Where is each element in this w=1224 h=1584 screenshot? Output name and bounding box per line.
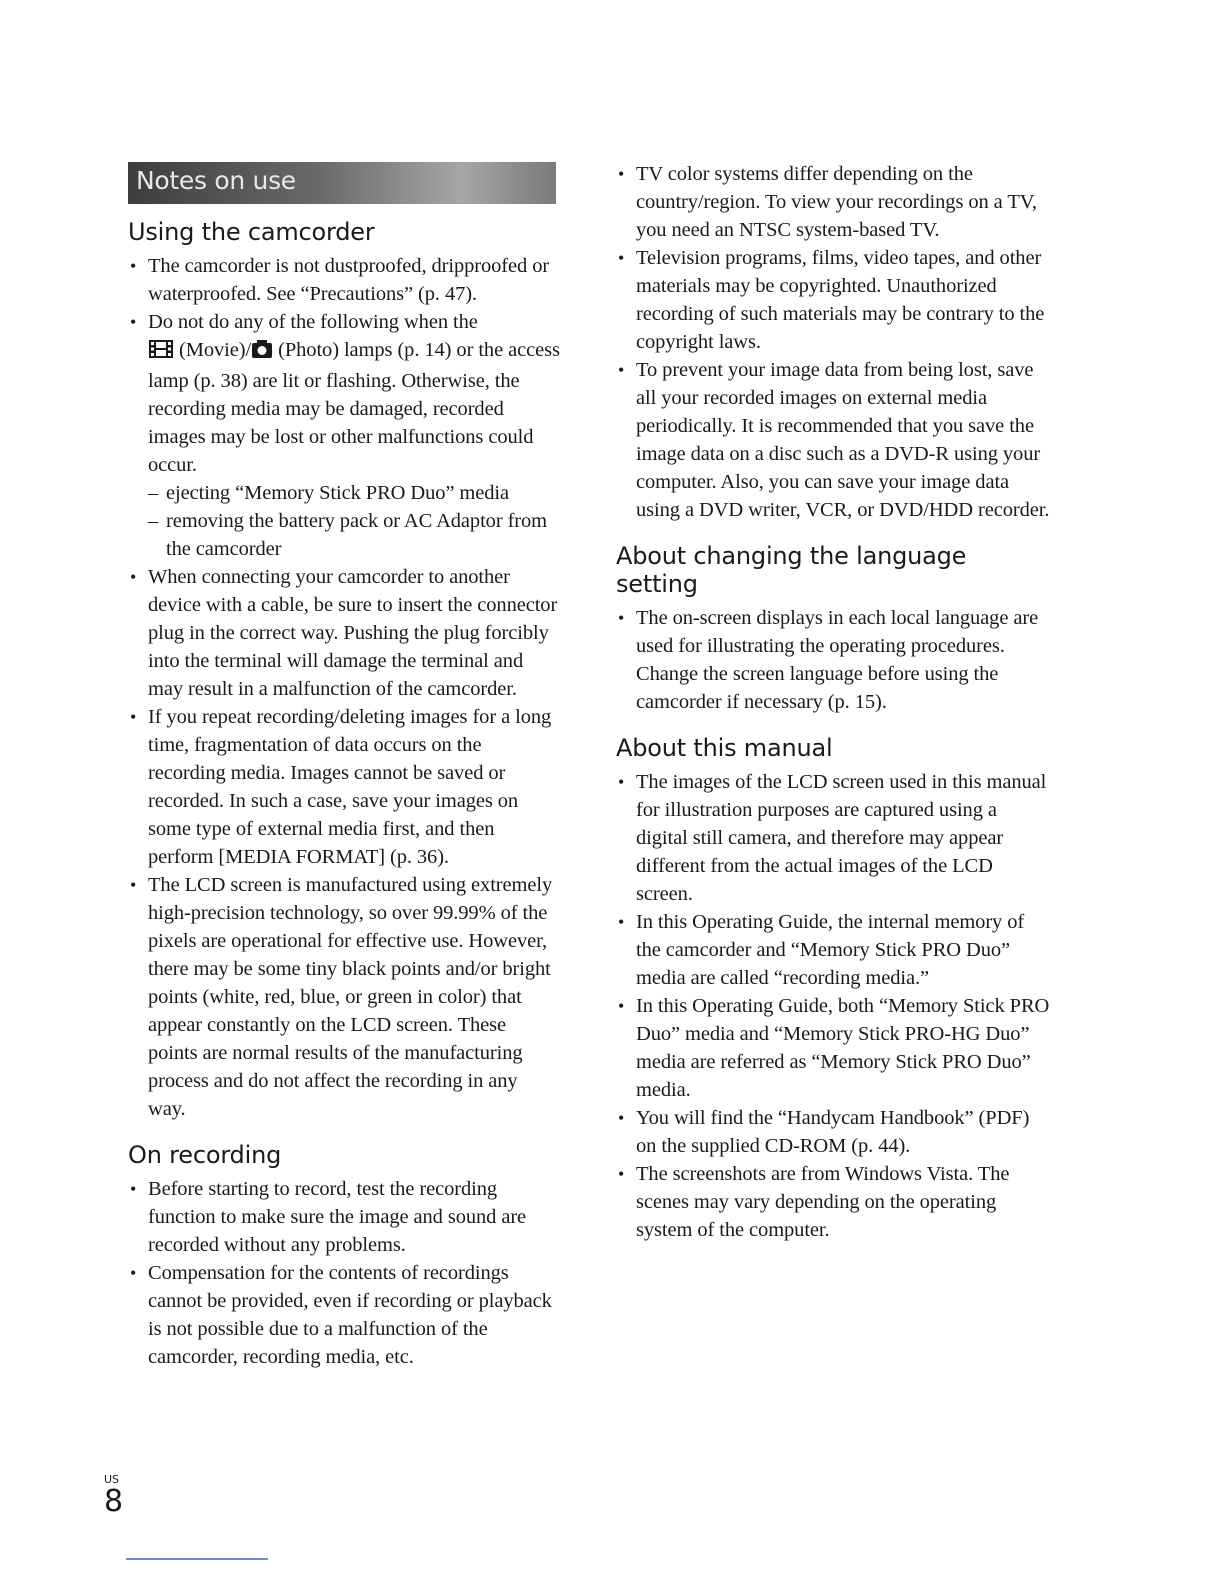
sub-item: – removing the battery pack or AC Adaptor from the camcorder xyxy=(148,507,560,563)
sub-list xyxy=(148,479,560,563)
list-item-text: Do not do any of the following when the xyxy=(148,311,478,333)
region-label: US xyxy=(104,1473,120,1486)
footer-rule xyxy=(126,1558,268,1560)
sub-item: – ejecting “Memory Stick PRO Duo” media xyxy=(148,479,560,507)
heading-about-manual: About this manual xyxy=(616,734,833,762)
list-item: • The camcorder is not dustproofed, dripproofed or waterproofed. See “Precautions” (p. 47). xyxy=(128,252,560,308)
list-item: • In this Operating Guide, both “Memory Stick PRO Duo” media and “Memory Stick PRO-HG Duo” media are referred as “Memory Stick PRO Duo” media. xyxy=(616,992,1052,1104)
list-item: • The images of the LCD screen used in this manual for illustration purposes are captured using a digital still camera, and therefore may appear different from the actual images of the LCD screen. xyxy=(616,768,1052,908)
list-item: • Compensation for the contents of recordings cannot be provided, even if recording or playback is not possible due to a malfunction of the camcorder, recording media, etc. xyxy=(128,1259,560,1371)
heading-on-recording: On recording xyxy=(128,1141,282,1169)
lamp-text-2: (Photo) lamps (p. 14) or the access lamp (p. 38) are lit or flashing. Otherwise, the recording media may be damaged, recorded images may be lost or other malfunctions could occur. xyxy=(148,339,560,476)
right-column xyxy=(616,160,1052,1244)
heading-using-camcorder: Using the camcorder xyxy=(128,218,375,246)
list-item: • When connecting your camcorder to another device with a cable, be sure to insert the connector plug in the correct way. Pushing the plug forcibly into the terminal will damage the terminal and may result in a malfunction of the camcorder. xyxy=(128,563,560,703)
movie-icon xyxy=(148,339,174,367)
list-item: • If you repeat recording/deleting images for a long time, fragmentation of data occurs on the recording media. Images cannot be saved or recorded. In such a case, save your images on some type of external media first, and then perform [MEDIA FORMAT] (p. 36). xyxy=(128,703,560,871)
list-item: • TV color systems differ depending on the country/region. To view your recordings on a TV, you need an NTSC system-based TV. xyxy=(616,160,1052,244)
section-banner xyxy=(128,162,556,204)
recording-list xyxy=(128,1175,560,1371)
list-item xyxy=(128,308,560,563)
recording-list-continued xyxy=(616,160,1052,524)
language-list xyxy=(616,604,1052,716)
list-item: • To prevent your image data from being lost, save all your recorded images on external media periodically. It is recommended that you save the image data on a disc such as a DVD-R using your computer. Also, you can save your image data using a DVD writer, VCR, or DVD/HDD recorder. xyxy=(616,356,1052,524)
list-item: • You will find the “Handycam Handbook” (PDF) on the supplied CD-ROM (p. 44). xyxy=(616,1104,1052,1160)
list-item: • The on-screen displays in each local language are used for illustrating the operating procedures. Change the screen language before using the camcorder if necessary (p. 15). xyxy=(616,604,1052,716)
list-item: • Before starting to record, test the recording function to make sure the image and sound are recorded without any problems. xyxy=(128,1175,560,1259)
list-item: • The LCD screen is manufactured using extremely high-precision technology, so over 99.99% of the pixels are operational for effective use. However, there may be some tiny black points and/or bright points (white, red, blue, or green in color) that appear constantly on the LCD screen. These points are normal results of the manufacturing process and do not affect the recording in any way. xyxy=(128,871,560,1123)
page-number xyxy=(104,1474,123,1518)
banner-title: Notes on use xyxy=(136,166,296,195)
lamp-text: (Movie)/ xyxy=(174,339,252,361)
manual-list xyxy=(616,768,1052,1244)
page-number-value: 8 xyxy=(104,1484,124,1519)
heading-language-setting: About changing the language setting xyxy=(616,542,967,598)
using-list xyxy=(128,252,560,1123)
list-item: • The screenshots are from Windows Vista. The scenes may vary depending on the operating system of the computer. xyxy=(616,1160,1052,1244)
list-item: • In this Operating Guide, the internal memory of the camcorder and “Memory Stick PRO Duo” media are called “recording media.” xyxy=(616,908,1052,992)
list-item: • Television programs, films, video tapes, and other materials may be copyrighted. Unauthorized recording of such materials may be contrary to the copyright laws. xyxy=(616,244,1052,356)
left-column xyxy=(128,160,560,1371)
camera-icon xyxy=(251,339,273,367)
